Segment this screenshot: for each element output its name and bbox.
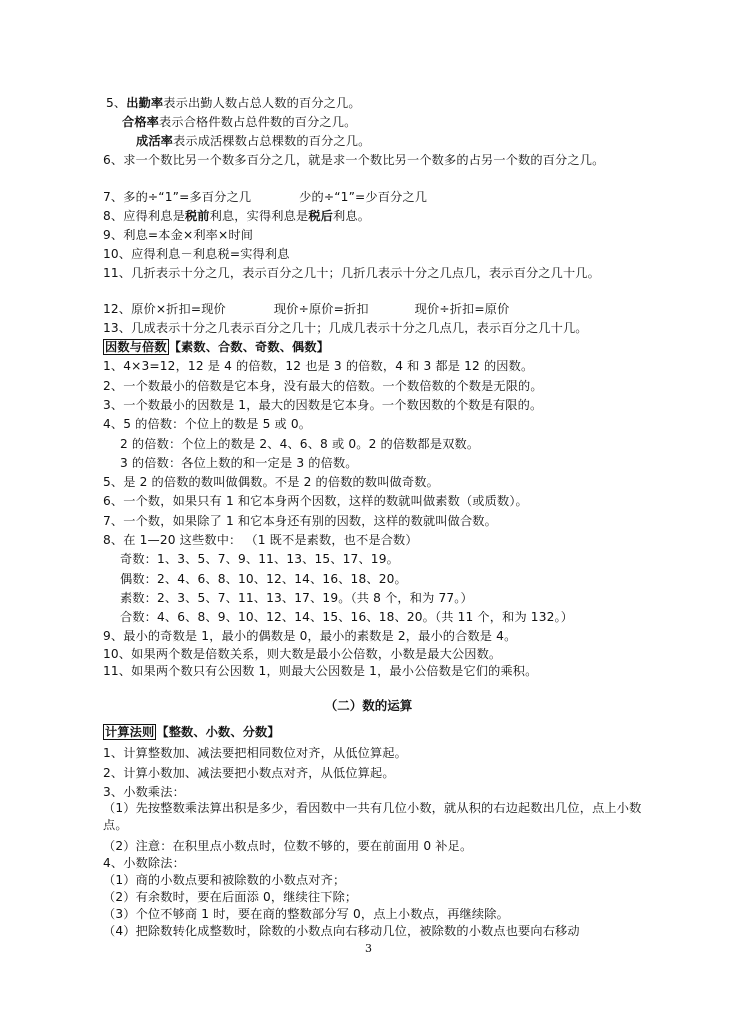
prime-numbers-list: 素数：2、3、5、7、11、13、17、19。（共 8 个，和为 77。） xyxy=(120,591,473,605)
composite-numbers-list: 合数：4、6、8、9、10、12、14、15、16、18、20。（共 11 个，和为 132。） xyxy=(120,610,574,624)
calc-line-4-1: （1）商的小数点要和被除数的小数点对齐； xyxy=(103,873,346,887)
line-price-formulas xyxy=(103,301,509,318)
factors-line-3: 3、一个数最小的因数是 1，最大的因数是它本身。一个数因数的个数是有限的。 xyxy=(103,398,543,412)
text: 利息，实得利息是 xyxy=(209,209,309,223)
text: 8、应得利息是 xyxy=(103,209,185,223)
section-heading: 【素数、合数、奇数、偶数】 xyxy=(168,340,330,354)
line-net-interest: 10、应得利息－利息税=实得利息 xyxy=(103,247,290,261)
term-bold: 成活率 xyxy=(136,134,174,148)
formula-price-b: 现价÷原价=折扣 xyxy=(273,302,369,316)
calc-heading xyxy=(103,724,280,741)
odd-numbers-list: 奇数：1、3、5、7、9、11、13、15、17、19。 xyxy=(120,552,399,566)
term-bold: 税后 xyxy=(308,209,334,223)
term-bold: 税前 xyxy=(184,209,210,223)
factors-line-4a: 4、5 的倍数：个位上的数是 5 或 0。 xyxy=(103,417,312,431)
calc-line-4-3: （3）个位不够商 1 时，要在商的整数部分写 0，点上小数点，再继续除。 xyxy=(103,907,509,921)
line-cheng-meaning: 13、几成表示十分之几表示百分之几十；几成几表示十分之几点几，表示百分之几十几。 xyxy=(103,321,588,335)
factors-line-5: 5、是 2 的倍数的数叫做偶数。不是 2 的倍数的数叫做奇数。 xyxy=(103,475,439,489)
formula-price-c: 现价÷折扣=原价 xyxy=(414,302,510,316)
boxed-label: 计算法则 xyxy=(105,725,155,739)
factors-line-10: 10、如果两个数是倍数关系，则大数是最小公倍数，小数是最大公因数。 xyxy=(103,647,502,661)
term-definition: 表示出勤人数占总人数的百分之几。 xyxy=(163,96,361,110)
line-attendance-rate xyxy=(106,95,361,112)
factors-line-1: 1、4×3=12，12 是 4 的倍数，12 也是 3 的倍数，4 和 3 都是 12 的因数。 xyxy=(103,359,534,373)
factors-line-11: 11、如果两个数只有公因数 1，则最大公因数是 1，最小公倍数是它们的乘积。 xyxy=(103,664,538,678)
line-discount-meaning: 11、几折表示十分之几，表示百分之几十；几折几表示十分之几点几，表示百分之几十几。 xyxy=(103,266,600,280)
calc-line-4-4: （4）把除数转化成整数时，除数的小数点向右移动几位，被除数的小数点也要向右移动 xyxy=(103,924,580,938)
factors-line-7: 7、一个数，如果除了 1 和它本身还有别的因数，这样的数就叫做合数。 xyxy=(103,514,497,528)
factors-line-6: 6、一个数，如果只有 1 和它本身两个因数，这样的数就叫做素数（或质数）。 xyxy=(103,494,528,508)
even-numbers-list: 偶数：2、4、6、8、10、12、14、16、18、20。 xyxy=(120,572,407,586)
formula-less: 少的÷“1”=少百分之几 xyxy=(299,190,428,204)
factors-line-8: 8、在 1—20 这些数中： （1 既不是素数，也不是合数） xyxy=(103,533,418,547)
factors-line-4b: 2 的倍数：个位上的数是 2、4、6、8 或 0。2 的倍数都是双数。 xyxy=(120,437,480,451)
calc-line-1: 1、计算整数加、减法要把相同数位对齐，从低位算起。 xyxy=(103,746,408,760)
boxed-label: 因数与倍数 xyxy=(105,340,167,354)
factors-line-9: 9、最小的奇数是 1，最小的偶数是 0，最小的素数是 2，最小的合数是 4。 xyxy=(103,629,517,643)
term-definition: 表示合格件数占总件数的百分之几。 xyxy=(159,115,357,129)
line-more-less xyxy=(103,189,427,206)
formula-price-a: 12、原价×折扣=现价 xyxy=(103,302,226,316)
calc-line-3-2: （2）注意：在积里点小数点时，位数不够的，要在前面用 0 补足。 xyxy=(103,839,473,853)
line-interest-tax xyxy=(103,208,370,225)
calc-line-4: 4、小数除法： xyxy=(103,856,185,870)
item-number: 5、 xyxy=(106,96,127,110)
term-bold: 合格率 xyxy=(122,115,160,129)
line-interest-formula: 9、利息=本金×利率×时间 xyxy=(103,228,254,242)
term-bold: 出勤率 xyxy=(126,96,164,110)
calc-line-3: 3、小数乘法： xyxy=(103,785,185,799)
calc-line-3-1: （1）先按整数乘法算出积是多少，看因数中一共有几位小数，就从积的右边起数出几位，点上小数点。 xyxy=(103,801,642,832)
calc-line-4-2: （2）有余数时，要在后面添 0，继续往下除； xyxy=(103,890,358,904)
line-percent-more: 6、求一个数比另一个数多百分之几，就是求一个数比另一个数多的占另一个数的百分之几。 xyxy=(103,153,605,167)
line-pass-rate xyxy=(122,114,356,131)
page-number: 3 xyxy=(365,942,372,955)
term-definition: 表示成活棵数占总棵数的百分之几。 xyxy=(173,134,371,148)
section-heading: 【整数、小数、分数】 xyxy=(156,725,280,739)
factors-heading xyxy=(103,339,329,356)
factors-line-2: 2、一个数最小的倍数是它本身，没有最大的倍数。一个数倍数的个数是无限的。 xyxy=(103,379,543,393)
line-survival-rate xyxy=(136,133,370,150)
factors-line-4c: 3 的倍数：各位上数的和一定是 3 的倍数。 xyxy=(120,456,358,470)
formula-more: 7、多的÷“1”=多百分之几 xyxy=(103,190,252,204)
calc-line-2: 2、计算小数加、减法要把小数点对齐，从低位算起。 xyxy=(103,766,395,780)
section-title: （二）数的运算 xyxy=(324,698,413,713)
text: 利息。 xyxy=(333,209,371,223)
